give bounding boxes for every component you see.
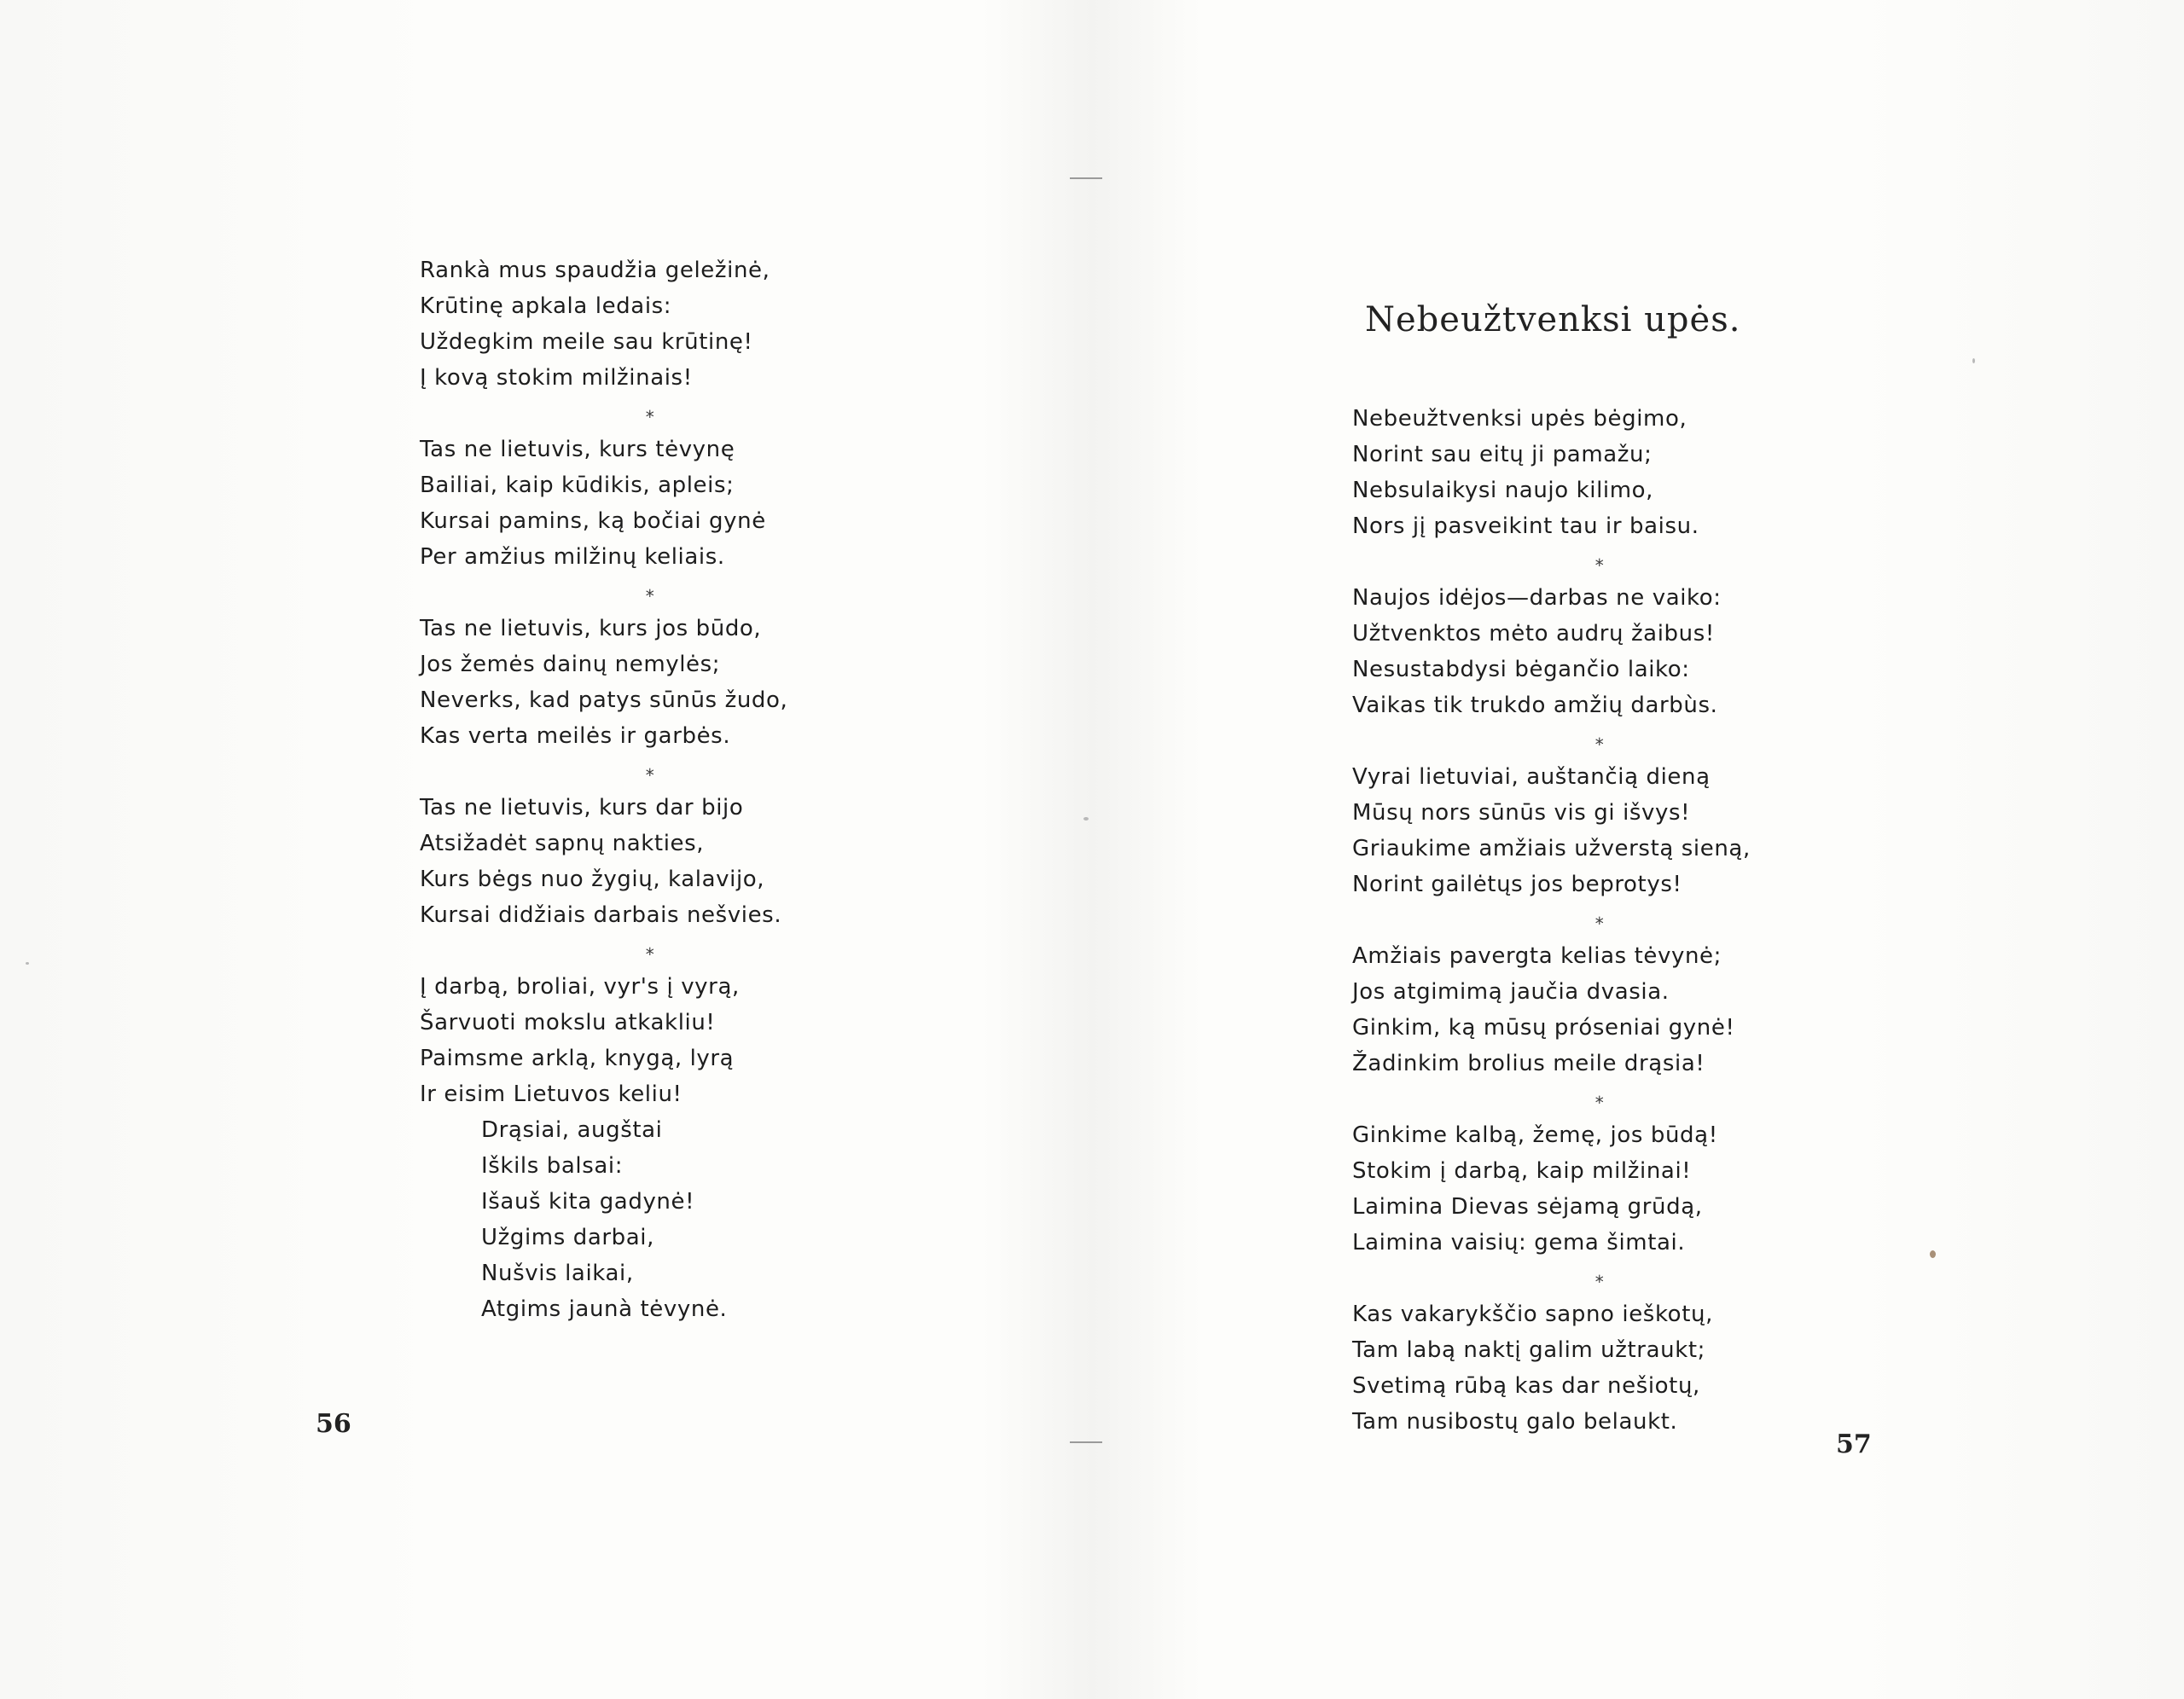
- stanza-separator: *: [645, 586, 655, 606]
- poem-line: Amžiais pavergta kelias tėvynė;: [1352, 943, 1722, 969]
- poem-line: Nebsulaikysi naujo kilimo,: [1352, 478, 1654, 503]
- poem-line: Norint sau eitų ji pamažu;: [1352, 442, 1653, 467]
- page-number: 57: [1836, 1429, 1872, 1459]
- poem-line: Atgims jaunà tėvynė.: [481, 1296, 728, 1322]
- right-poem: [1352, 401, 1847, 1440]
- poem-line: Jos žemės dainų nemylės;: [420, 652, 721, 677]
- poem-line: Tas ne lietuvis, kurs tėvynę: [420, 437, 735, 462]
- poem-line: Į darbą, broliai, vyr's į vyrą,: [420, 974, 740, 1000]
- poem-line: Kursai didžiais darbais nešvies.: [420, 902, 782, 928]
- poem-line: Nušvis laikai,: [481, 1261, 634, 1286]
- poem-line: Tas ne lietuvis, kurs dar bijo: [420, 795, 744, 821]
- poem-line: Laimina vaisių: gema šimtai.: [1352, 1230, 1686, 1255]
- poem-line: Užtvenktos mėto audrų žaibus!: [1352, 621, 1715, 647]
- poem-line: Nesustabdysi bėgančio laiko:: [1352, 657, 1690, 682]
- poem-line: Svetimą rūbą kas dar nešiotų,: [1352, 1373, 1700, 1399]
- poem-line: Per amžius milžinų keliais.: [420, 544, 725, 570]
- poem-line: Ginkim, ką mūsų prόseniai gynė!: [1352, 1015, 1735, 1041]
- poem-line: Griaukime amžiais užverstą sieną,: [1352, 836, 1751, 861]
- poem-line: Laimina Dievas sėjamą grūdą,: [1352, 1194, 1703, 1220]
- poem-line: Ginkime kalbą, žemę, jos būdą!: [1352, 1122, 1718, 1148]
- paper-speck: [1083, 817, 1089, 821]
- poem-line: Atsižadėt sapnų nakties,: [420, 831, 705, 856]
- poem-title: Nebeužtvenksi upės.: [1365, 300, 1741, 339]
- poem-line: Kurs bėgs nuo žygių, kalavijo,: [420, 867, 765, 892]
- poem-line: Jos atgimimą jaučia dvasia.: [1352, 979, 1670, 1005]
- poem-line: Paimsme arklą, knygą, lyrą: [420, 1046, 735, 1071]
- poem-line: Mūsų nors sūnūs vis gi išvys!: [1352, 800, 1691, 826]
- poem-line: Tas ne lietuvis, kurs jos būdo,: [420, 616, 762, 641]
- poem-line: Nors jį pasveikint tau ir baisu.: [1352, 513, 1699, 539]
- left-page: [0, 0, 1083, 1699]
- poem-line: Žadinkim brolius meile drąsia!: [1352, 1051, 1705, 1076]
- poem-line: Užgims darbai,: [481, 1225, 654, 1250]
- left-poem: [420, 252, 880, 1327]
- poem-line: Į kovą stokim milžinais!: [420, 365, 693, 391]
- poem-line: Tam nusibostų galo belaukt.: [1352, 1409, 1678, 1435]
- stanza-separator: *: [1594, 913, 1605, 934]
- poem-line: Tam labą naktį galim užtraukt;: [1352, 1337, 1706, 1363]
- poem-line: Išauš kita gadynė!: [481, 1189, 695, 1215]
- poem-line: Ir eisim Lietuvos keliu!: [420, 1081, 682, 1107]
- poem-line: Nebeužtvenksi upės bėgimo,: [1352, 406, 1687, 432]
- stanza-separator: *: [645, 407, 655, 427]
- stanza-separator: *: [645, 765, 655, 786]
- stanza-separator: *: [1594, 1272, 1605, 1292]
- poem-line: Kas verta meilės ir garbės.: [420, 723, 731, 749]
- page-number: 56: [316, 1409, 351, 1439]
- poem-line: Šarvuoti mokslu atkakliu!: [420, 1010, 716, 1035]
- poem-line: Bailiai, kaip kūdikis, apleis;: [420, 473, 735, 498]
- poem-line: Vaikas tik trukdo amžių darbùs.: [1352, 693, 1718, 718]
- poem-line: Rankà mus spaudžia geležinė,: [420, 258, 770, 283]
- poem-line: Drąsiai, augštai: [481, 1117, 663, 1143]
- stanza-separator: *: [1594, 555, 1605, 576]
- poem-line: Uždegkim meile sau krūtinę!: [420, 329, 753, 355]
- stanza-separator: *: [645, 944, 655, 965]
- poem-line: Stokim į darbą, kaip milžinai!: [1352, 1158, 1692, 1184]
- poem-line: Kursai pamins, ką bočiai gynė: [420, 508, 766, 534]
- poem-line: Iškils balsai:: [481, 1153, 624, 1179]
- poem-line: Kas vakarykščio sapno ieškotų,: [1352, 1302, 1713, 1327]
- stanza-separator: *: [1594, 1093, 1605, 1113]
- poem-line: Naujos idėjos—darbas ne vaiko:: [1352, 585, 1722, 611]
- poem-line: Vyrai lietuviai, auštančią dieną: [1352, 764, 1711, 790]
- poem-line: Krūtinę apkala ledais:: [420, 293, 672, 319]
- poem-line: Neverks, kad patys sūnūs žudo,: [420, 687, 788, 713]
- stanza-separator: *: [1594, 734, 1605, 755]
- poem-line: Norint gailėtųs jos beprotys!: [1352, 872, 1682, 897]
